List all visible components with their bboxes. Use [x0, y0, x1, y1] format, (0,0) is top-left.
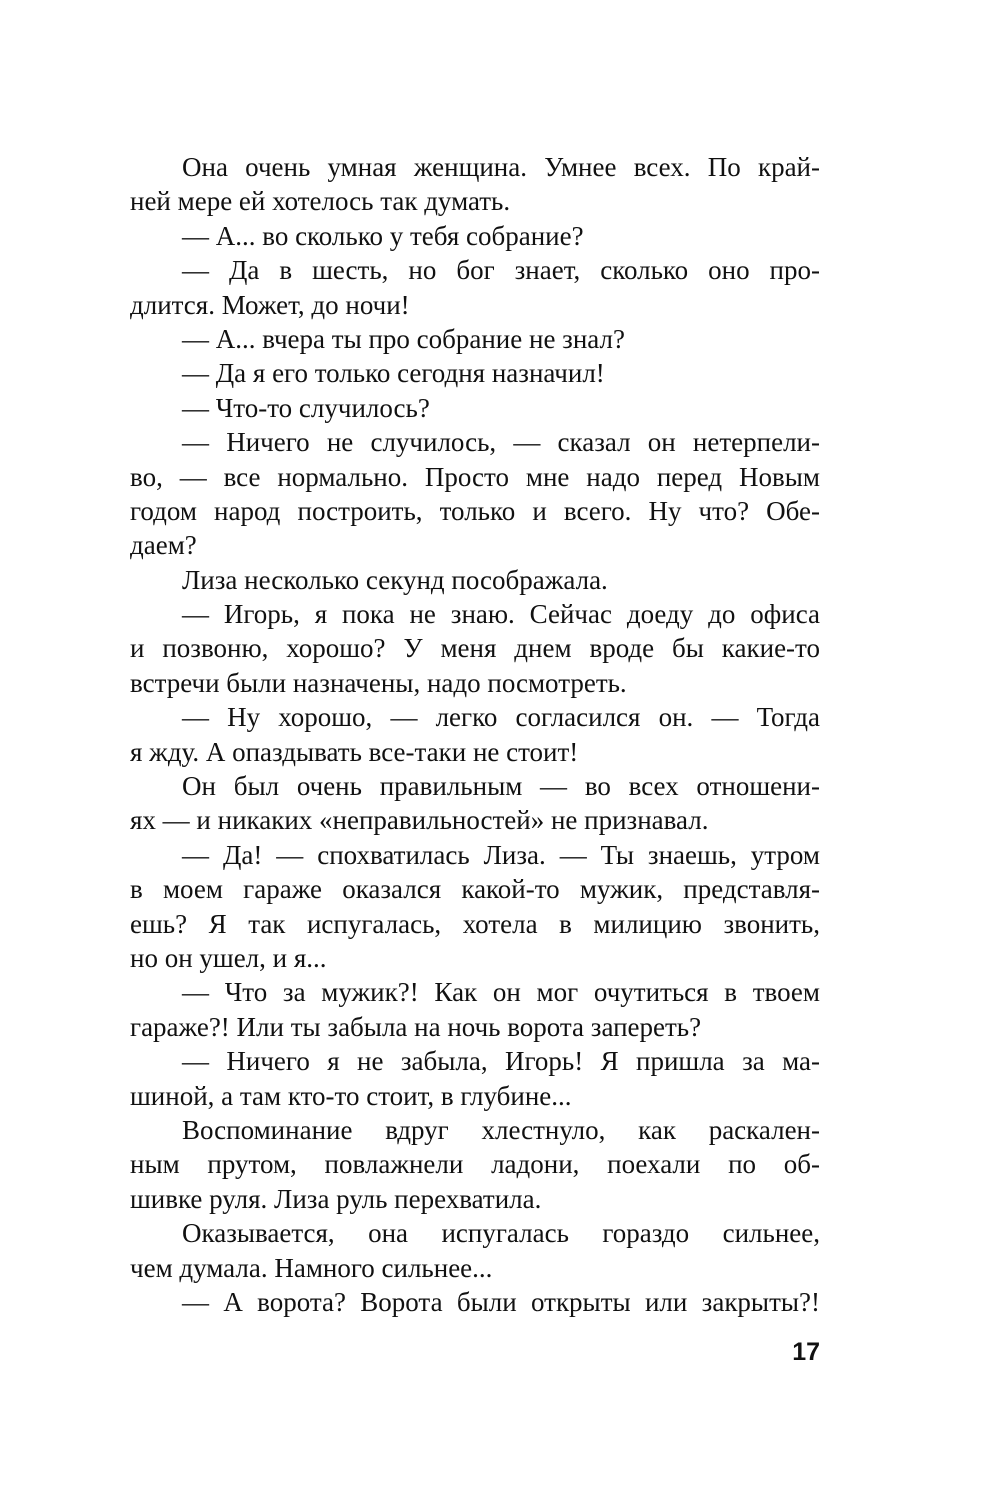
text-line: встречи были назначены, надо посмотреть.	[130, 667, 627, 698]
page-number: 17	[792, 1338, 820, 1366]
text-line: ешь? Я так испугалась, хотела в милицию звонить,	[130, 908, 820, 939]
text-line: в моем гараже оказался какой-то мужик, представля-	[130, 874, 820, 905]
text-line: ях — и никаких «неправильностей» не признавал.	[130, 805, 709, 836]
book-page-text	[130, 150, 820, 1319]
text-line: шивке руля. Лиза руль перехватила.	[130, 1183, 542, 1214]
text-line: годом народ построить, только и всего. Ну что? Обе-	[130, 495, 820, 526]
text-line: но он ушел, и я...	[130, 942, 327, 973]
text-line: — Да! — спохватилась Лиза. — Ты знаешь, утром	[182, 839, 820, 870]
text-line: — Что за мужик?! Как он мог очутиться в твоем	[182, 977, 820, 1008]
text-line: даем?	[130, 530, 197, 561]
text-line: Она очень умная женщина. Умнее всех. По край-	[182, 152, 820, 182]
text-line: и позвоню, хорошо? У меня днем вроде бы какие-то	[130, 633, 820, 664]
text-line: я жду. А опаздывать все-таки не стоит!	[130, 736, 579, 767]
text-line: ным прутом, повлажнели ладони, поехали по об-	[130, 1149, 820, 1180]
text-line: — А... вчера ты про собрание не знал?	[182, 323, 625, 354]
text-line: Воспоминание вдруг хлестнуло, как раскален-	[182, 1114, 820, 1145]
text-line: — Игорь, я пока не знаю. Сейчас доеду до офиса	[182, 599, 820, 630]
text-line: — Ничего я не забыла, Игорь! Я пришла за ма-	[182, 1046, 820, 1077]
text-line: — Да я его только сегодня назначил!	[182, 358, 605, 389]
text-line: — Ну хорошо, — легко согласился он. — Тогда	[182, 702, 820, 733]
text-line: ней мере ей хотелось так думать.	[130, 186, 511, 217]
text-line: — Что-то случилось?	[182, 392, 430, 423]
text-line: — А... во сколько у тебя собрание?	[182, 220, 584, 251]
text-line: Он был очень правильным — во всех отношени-	[182, 771, 820, 802]
text-line: Лиза несколько секунд посображала.	[182, 564, 608, 595]
text-line: чем думала. Намного сильнее...	[130, 1252, 493, 1283]
text-line: — Да в шесть, но бог знает, сколько оно про-	[182, 255, 820, 286]
text-line: длится. Может, до ночи!	[130, 289, 410, 320]
text-line: гараже?! Или ты забыла на ночь ворота запереть?	[130, 1011, 702, 1042]
text-line: во, — все нормально. Просто мне надо перед Новым	[130, 461, 820, 492]
text-line: шиной, а там кто-то стоит, в глубине...	[130, 1080, 572, 1111]
text-line: — А ворота? Ворота были открыты или закрыты?!	[182, 1286, 820, 1317]
text-line: — Ничего не случилось, — сказал он нетерпели-	[182, 427, 820, 458]
text-line: Оказывается, она испугалась гораздо сильнее,	[182, 1218, 820, 1249]
